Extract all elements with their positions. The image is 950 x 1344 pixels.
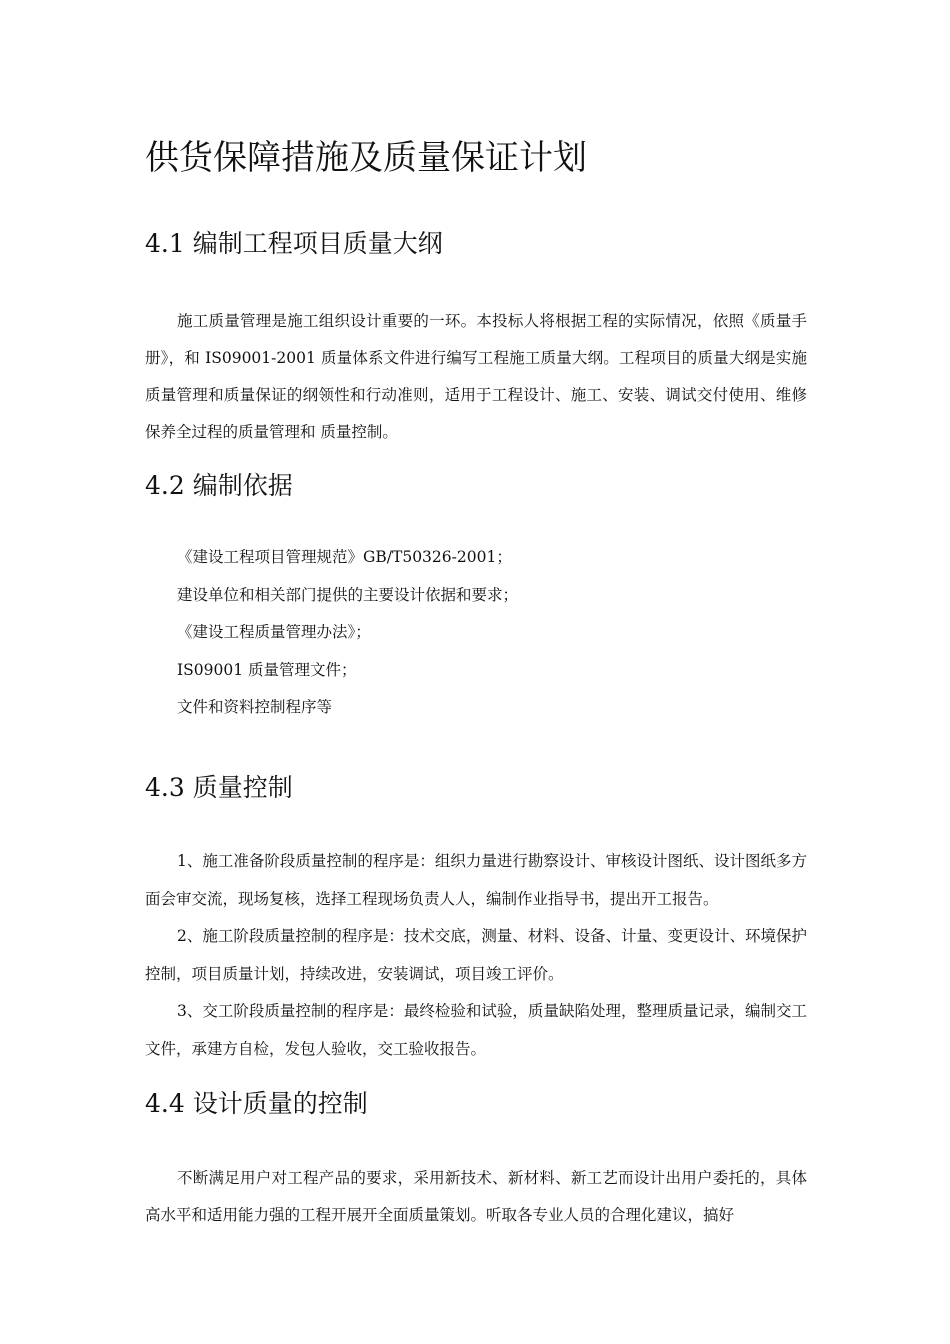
quality-control-item: 3、交工阶段质量控制的程序是：最终检验和试验，质量缺陷处理，整理质量记录，编制交工文件，承建方自检，发包人验收，交工验收报告。 <box>145 1002 807 1058</box>
section-heading-4-4: 4.4 设计质量的控制 <box>145 1089 368 1118</box>
section-heading-4-3: 4.3 质量控制 <box>145 773 293 802</box>
basis-list-item: 文件和资料控制程序等 <box>177 698 333 716</box>
basis-list-item: 《建设工程项目管理规范》GB/T50326-2001； <box>177 548 512 566</box>
quality-control-item: 2、施工阶段质量控制的程序是：技术交底，测量、材料、设备、计量、变更设计、环境保护控制，项目质量计划，持续改进，安装调试，项目竣工评价。 <box>145 927 807 983</box>
quality-control-item: 1、施工准备阶段质量控制的程序是：组织力量进行勘察设计、审核设计图纸、设计图纸多方面会审交流，现场复核，选择工程现场负责人人，编制作业指导书，提出开工报告。 <box>145 852 807 908</box>
section-heading-4-1: 4.1 编制工程项目质量大纲 <box>145 229 443 258</box>
section-heading-4-2: 4.2 编制依据 <box>145 471 293 500</box>
basis-list-item: IS09001 质量管理文件； <box>177 660 357 679</box>
basis-list-item: 建设单位和相关部门提供的主要设计依据和要求； <box>177 585 519 604</box>
document-title: 供货保障措施及质量保证计划 <box>145 138 587 178</box>
section-4-1-paragraph: 施工质量管理是施工组织设计重要的一环。本投标人将根据工程的实际情况，依照《质量手册》，和 IS09001-2001 质量体系文件进行编写工程施工质量大纲。工程项目的质量大纲是实施质量管理和质量保证的纲领性和行动准则，适用于工程设计、施工、安装、调试交付使用、维修保养全过程的质量管理和 质量控制。 <box>145 312 807 441</box>
basis-list-item: 《建设工程质量管理办法》； <box>177 623 371 641</box>
basis-list <box>177 539 518 727</box>
section-4-4-paragraph: 不断满足用户对工程产品的要求，采用新技术、新材料、新工艺而设计出用户委托的，具体高水平和适用能力强的工程开展开全面质量策划。听取各专业人员的合理化建议，搞好 <box>145 1169 807 1224</box>
quality-control-list <box>145 843 807 1068</box>
